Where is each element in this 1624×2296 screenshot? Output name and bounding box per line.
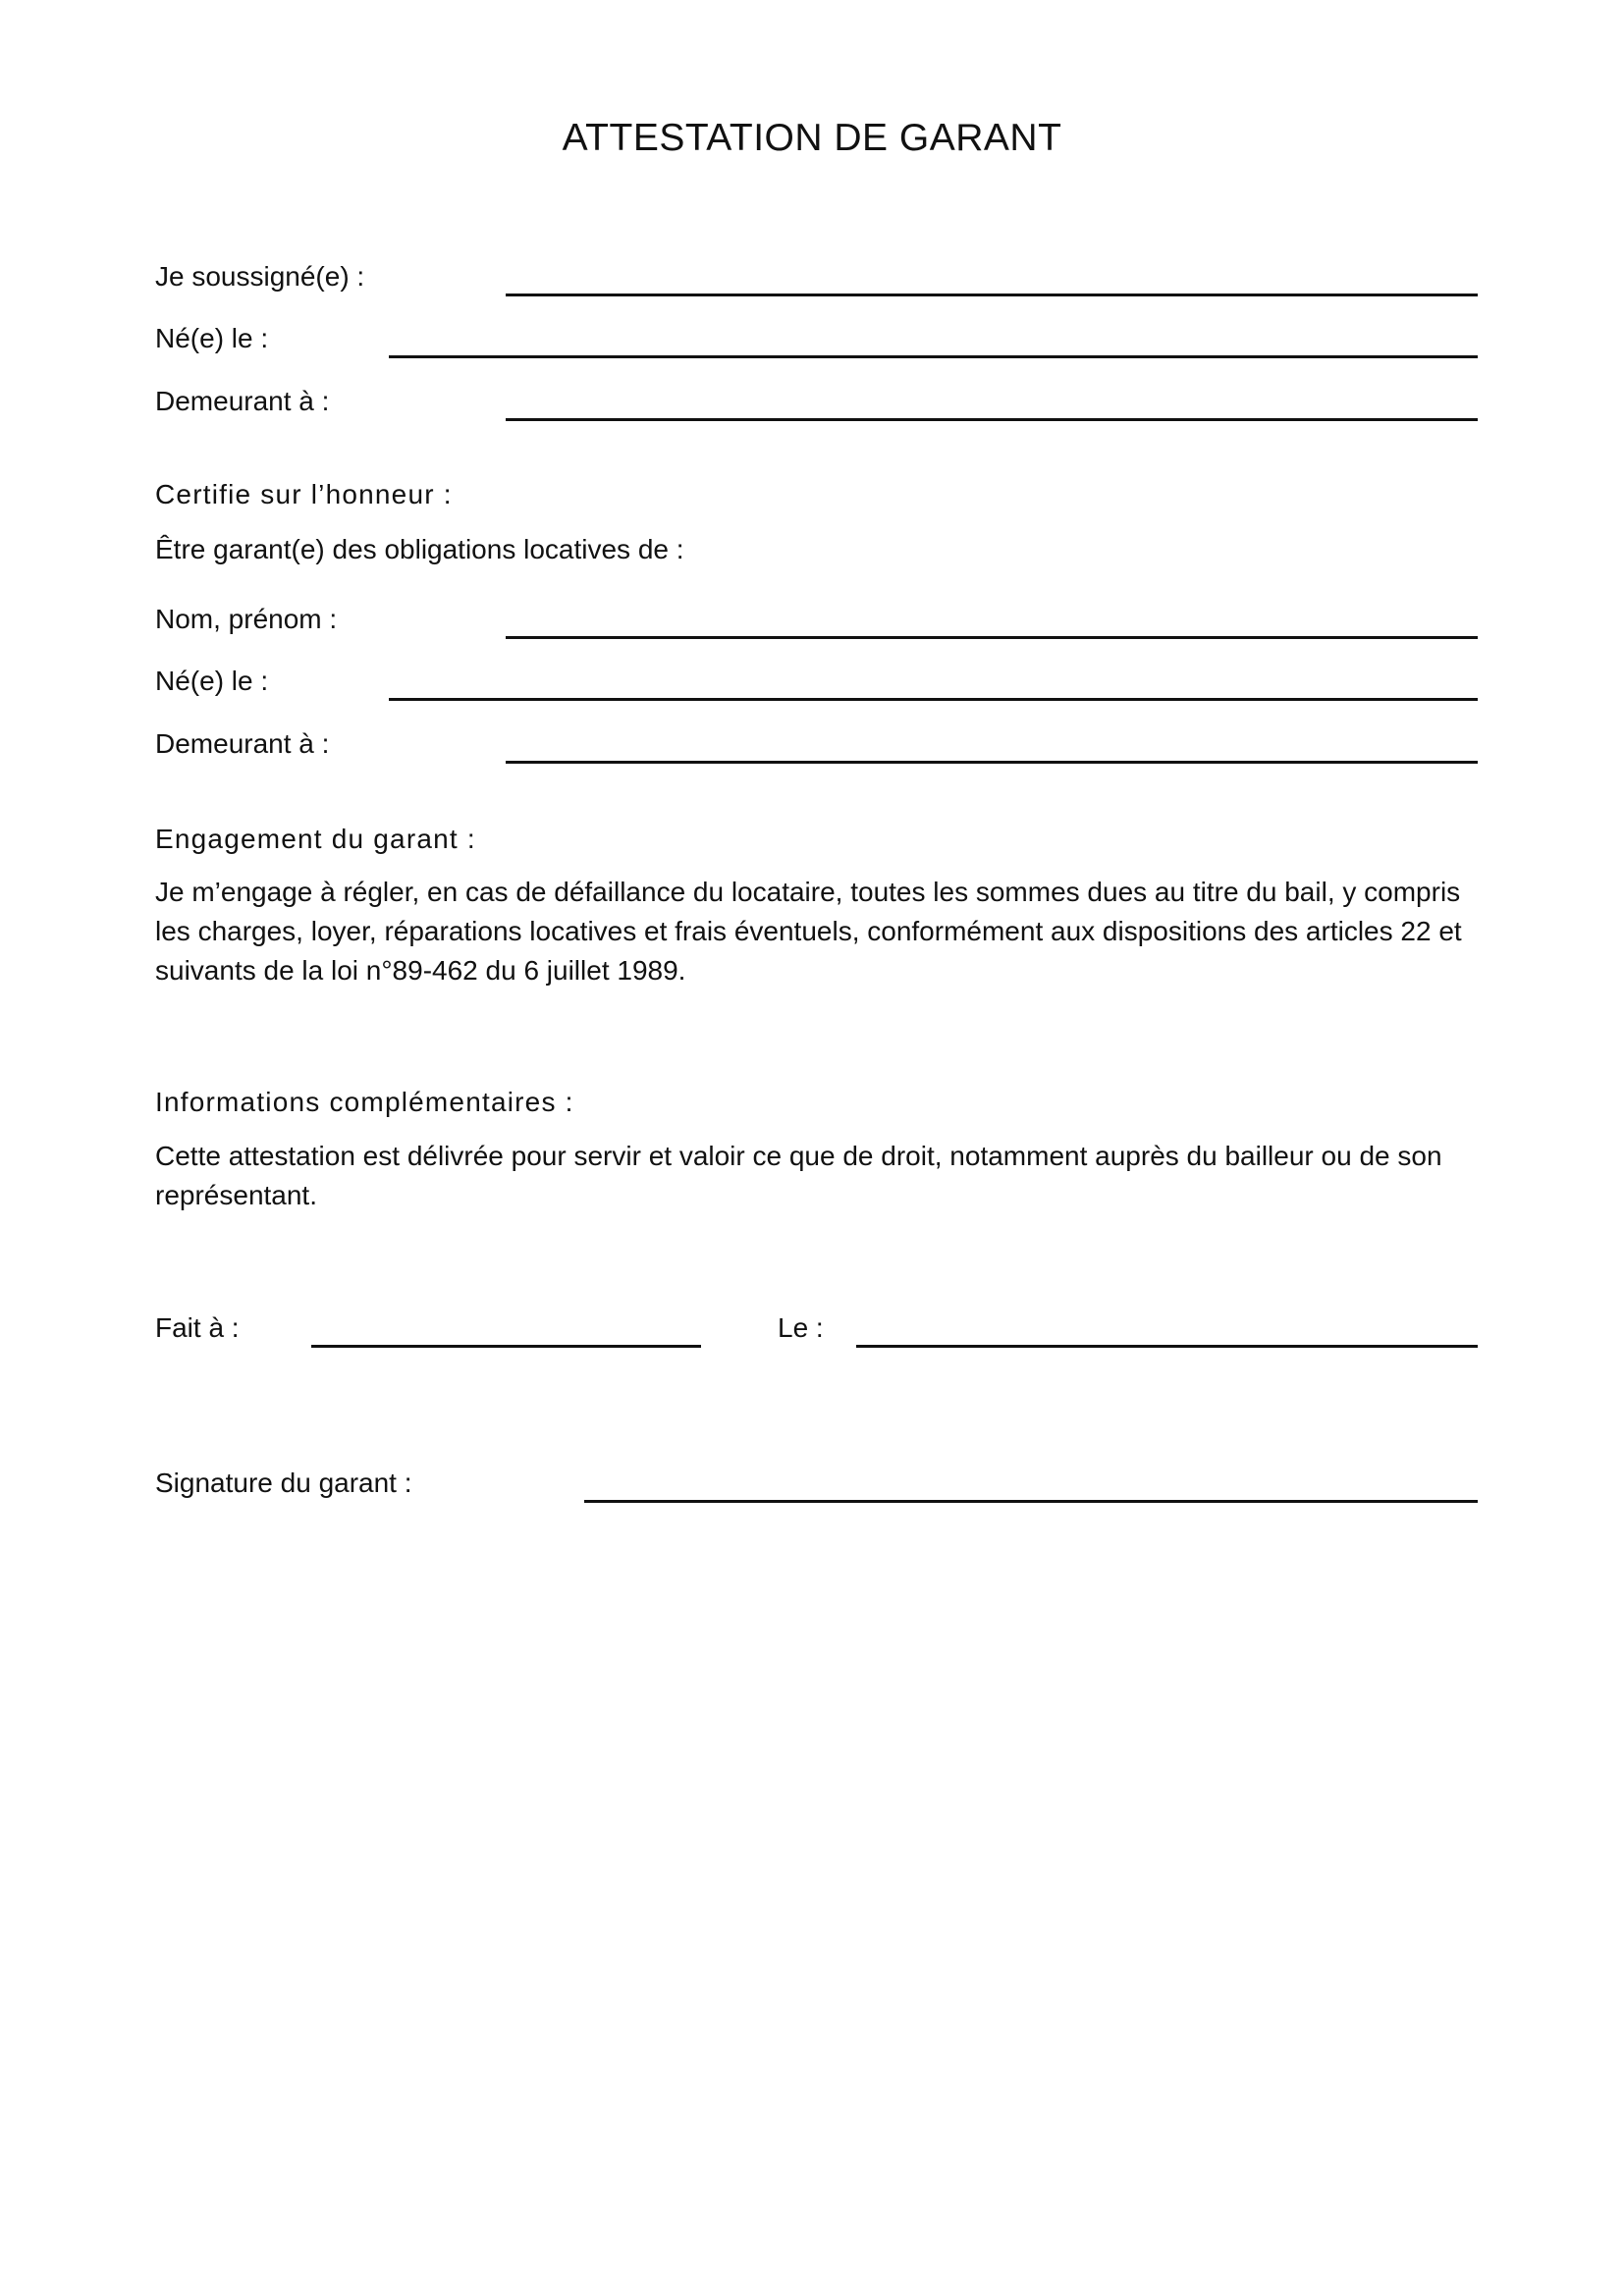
signature-field[interactable] <box>584 1500 1478 1503</box>
engagement-heading: Engagement du garant : <box>155 824 476 854</box>
guarantor-address-label: Demeurant à : <box>155 386 330 416</box>
additional-info-text: Cette attestation est délivrée pour servir et valoir ce que de droit, notamment auprès du bailleur ou de son représentant. <box>155 1141 1442 1210</box>
tenant-address-field[interactable] <box>506 761 1478 764</box>
guarantor-birth-label: Né(e) le : <box>155 323 269 353</box>
engagement-text: Je m’engage à régler, en cas de défaillance du locataire, toutes les sommes dues au titre du bail, y compris les charges, loyer, réparations locatives et frais éventuels, conformément aux dispositions des articles 22 et suivants de la loi n°89-462 du 6 juillet 1989. <box>155 877 1462 986</box>
guarantor-name-label: Je soussigné(e) : <box>155 261 365 292</box>
guarantor-name-field[interactable] <box>506 294 1478 296</box>
guarantor-address-field[interactable] <box>506 418 1478 421</box>
signature-label: Signature du garant : <box>155 1468 412 1498</box>
additional-info-heading: Informations complémentaires : <box>155 1087 574 1117</box>
tenant-birth-label: Né(e) le : <box>155 666 269 696</box>
guarantor-birth-field[interactable] <box>389 355 1478 358</box>
tenant-name-label: Nom, prénom : <box>155 604 338 634</box>
place-label: Fait à : <box>155 1312 240 1343</box>
tenant-address-label: Demeurant à : <box>155 728 330 759</box>
tenant-name-field[interactable] <box>506 636 1478 639</box>
document-title: ATTESTATION DE GARANT <box>562 117 1062 159</box>
certification-heading: Certifie sur l’honneur : <box>155 479 453 509</box>
place-field[interactable] <box>311 1345 701 1348</box>
tenant-birth-field[interactable] <box>389 698 1478 701</box>
date-label: Le : <box>778 1312 824 1343</box>
date-field[interactable] <box>856 1345 1478 1348</box>
certification-intro: Être garant(e) des obligations locatives de : <box>155 534 684 564</box>
